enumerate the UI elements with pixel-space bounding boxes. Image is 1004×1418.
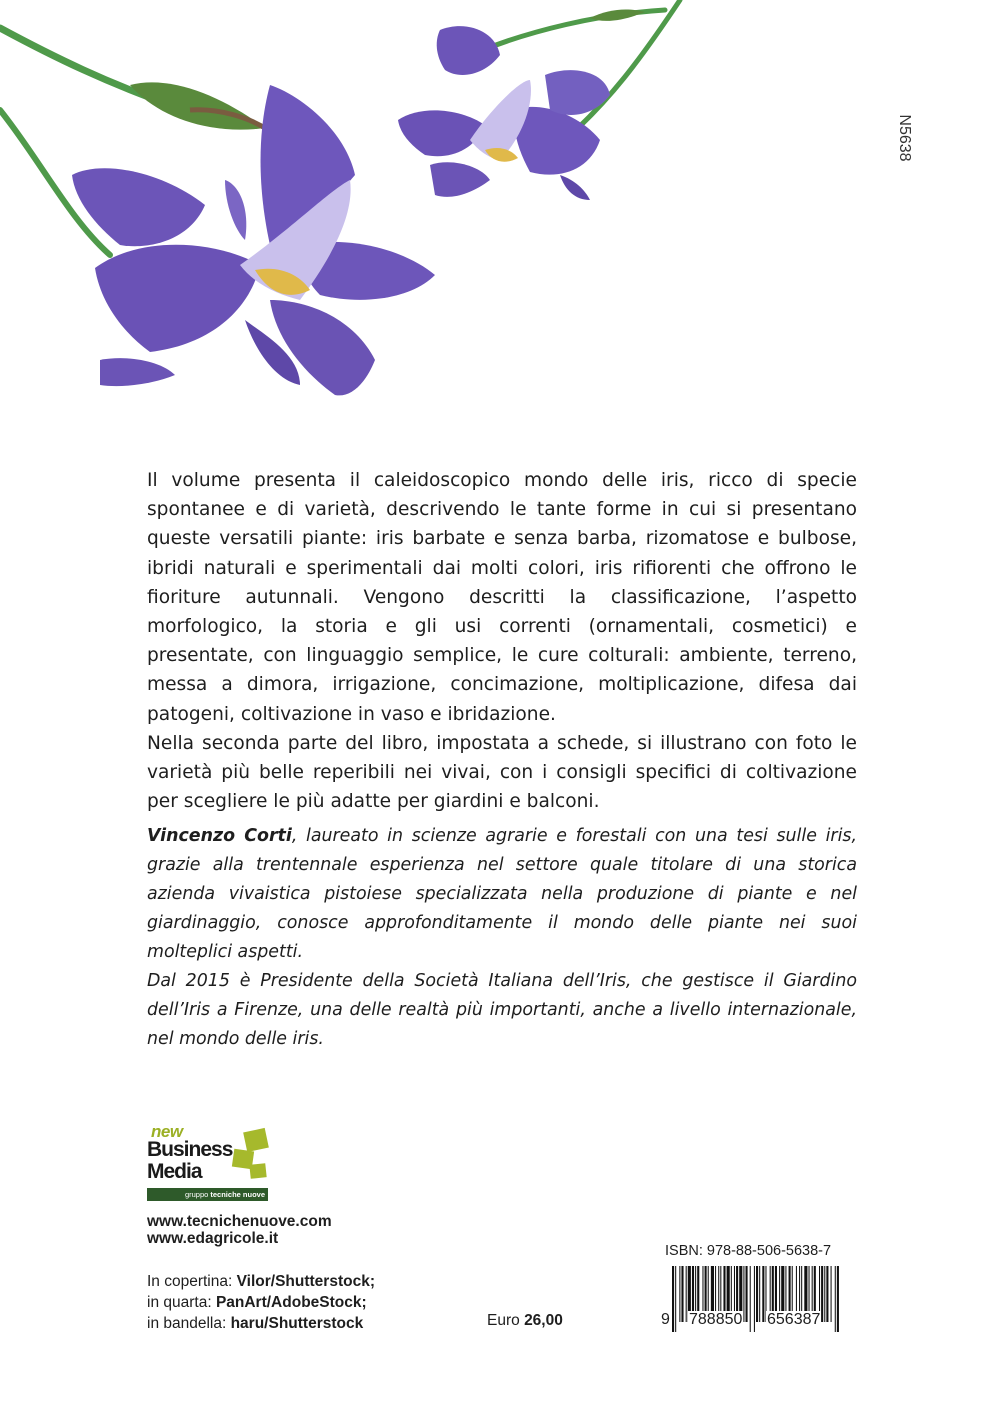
barcode-digits-right: 656387 — [767, 1311, 821, 1328]
barcode-digits — [660, 1309, 844, 1331]
photo-credits — [147, 1271, 375, 1334]
book-description — [147, 466, 857, 816]
author-name: Vincenzo Corti — [147, 826, 292, 846]
logo-text-new: new — [151, 1122, 183, 1141]
author-bio-text: , laureato in scienze agrarie e forestali con una tesi sulle iris, grazie alla trentennale esperienza nel settore quale titolare di una storica azienda vivaistica pistoiese specializzata nella produzione di piante e nel giardinaggio, conosce approfonditamente il mondo delle piante nei suoi molteplici aspetti. — [147, 826, 857, 962]
barcode-digits-left: 788850 — [689, 1311, 743, 1328]
logo-text-media: Media — [147, 1160, 202, 1183]
catalog-code: N5638 — [896, 114, 913, 162]
price — [487, 1312, 563, 1330]
small-iris-flower — [398, 26, 610, 200]
author-bio-paragraph: Dal 2015 è Presidente della Società Italiana dell’Iris, che gestisce il Giardino dell’Iris a Firenze, una delle realtà più importanti, anche a livello internazionale, nel mondo delle iris. — [147, 971, 857, 1049]
credit-label: in quarta: — [147, 1294, 216, 1311]
price-value: 26,00 — [524, 1312, 563, 1329]
logo-group-bar — [147, 1188, 268, 1201]
logo-group-name: tecniche nuove — [210, 1190, 265, 1199]
description-paragraph: Nella seconda parte del libro, impostata a schede, si illustrano con foto le varietà più belle reperibili nei vivai, con i consigli specifici di coltivazione per scegliere le più adatte per giardini e balconi. — [147, 732, 857, 813]
logo-square-icon — [249, 1163, 266, 1179]
website-link[interactable]: www.tecnichenuove.com — [147, 1213, 332, 1230]
logo-square-icon — [243, 1128, 269, 1152]
isbn-label: ISBN: 978-88-506-5638-7 — [665, 1243, 832, 1259]
credit-label: in bandella: — [147, 1315, 231, 1332]
credit-label: In copertina: — [147, 1273, 237, 1290]
large-iris-flower — [72, 85, 435, 395]
credit-line — [147, 1313, 375, 1334]
publisher-logo — [147, 1122, 271, 1204]
credit-line — [147, 1271, 375, 1292]
credit-line — [147, 1292, 375, 1313]
iris-flowers-illustration — [0, 0, 720, 410]
logo-group-prefix: gruppo — [184, 1190, 209, 1199]
website-link[interactable]: www.edagricole.it — [147, 1230, 279, 1247]
publisher-websites — [147, 1213, 332, 1247]
description-paragraph: Il volume presenta il caleidoscopico mondo delle iris, ricco di specie spontanee e di varietà, descrivendo le tante forme in cui si presentano queste versatili piante: iris barbate e senza barba, rizomatose e bulbose, ibridi naturali e sperimentali dai molti colori, iris rifiorenti che offrono le fioriture autunnali. Vengono descritti la classificazione, l’aspetto morfologico, la storia e gli usi correnti (ornamentali, cosmetici) e presentate, con linguaggio semplice, le cure colturali: ambiente, terreno, messa a dimora, irrigazione, concimazione, moltiplicazione, difesa dai patogeni, coltivazione in vaso e ibridazione. — [147, 470, 857, 725]
credit-value: PanArt/AdobeStock; — [215, 1294, 367, 1311]
author-bio — [147, 822, 857, 1054]
logo-text-business: Business — [147, 1138, 233, 1161]
credit-value: Vilor/Shutterstock; — [236, 1273, 375, 1290]
barcode-digit-prefix: 9 — [661, 1311, 670, 1328]
credit-value: haru/Shutterstock — [230, 1315, 364, 1332]
author-bio-paragraph — [147, 822, 857, 967]
price-label: Euro — [487, 1312, 525, 1329]
